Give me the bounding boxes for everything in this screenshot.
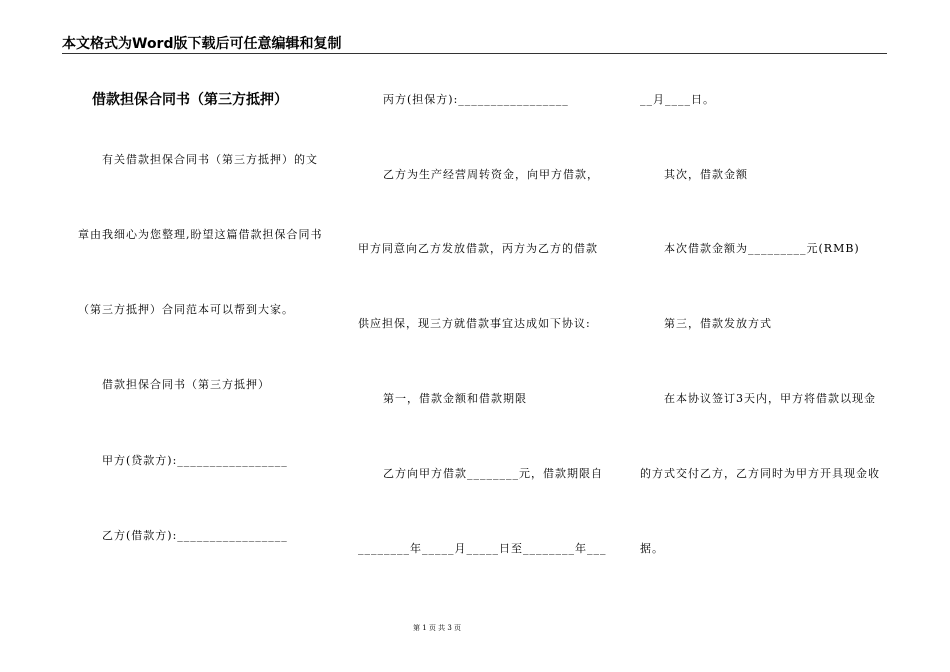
text-line: 的方式交付乙方，乙方同时为甲方开具现金收 <box>640 467 880 480</box>
text-line: 据。 <box>640 542 664 555</box>
text-line: ________年_____月_____日至________年___ <box>358 542 607 555</box>
party-c-field: 丙方(担保方):_________________ <box>383 93 569 106</box>
text-line: __月____日。 <box>640 93 715 106</box>
text-line: 乙方向甲方借款________元，借款期限自 <box>383 467 603 480</box>
text-line: 供应担保，现三方就借款事宜达成如下协议: <box>358 317 591 330</box>
column-left <box>78 0 328 672</box>
text-line: 甲方同意向乙方发放借款，丙方为乙方的借款 <box>358 242 598 255</box>
text-line: 本次借款金额为_________元(RMB) <box>664 242 860 255</box>
party-b-field: 乙方(借款方):_________________ <box>102 529 288 542</box>
text-line: 在本协议签订3天内，甲方将借款以现金 <box>664 392 876 405</box>
party-a-field: 甲方(贷款方):_________________ <box>102 454 288 467</box>
text-line: 章由我细心为您整理,盼望这篇借款担保合同书 <box>78 228 323 241</box>
clause-heading: 第一，借款金额和借款期限 <box>383 392 527 405</box>
contract-heading: 借款担保合同书（第三方抵押） <box>102 378 270 391</box>
page-number: 第 1 页 共 3 页 <box>413 624 462 632</box>
text-line: （第三方抵押）合同范本可以帮到大家。 <box>78 303 294 316</box>
text-line: 有关借款担保合同书（第三方抵押）的文 <box>102 153 318 166</box>
text-line: 乙方为生产经营周转资金，向甲方借款， <box>383 168 599 181</box>
document-title: 借款担保合同书（第三方抵押） <box>92 92 288 108</box>
document-header: 本文格式为Word版下载后可任意编辑和复制 <box>62 36 342 52</box>
clause-heading: 其次，借款金额 <box>664 168 748 181</box>
column-middle <box>358 0 608 672</box>
clause-heading: 第三，借款发放方式 <box>664 317 772 330</box>
column-right <box>640 0 885 672</box>
